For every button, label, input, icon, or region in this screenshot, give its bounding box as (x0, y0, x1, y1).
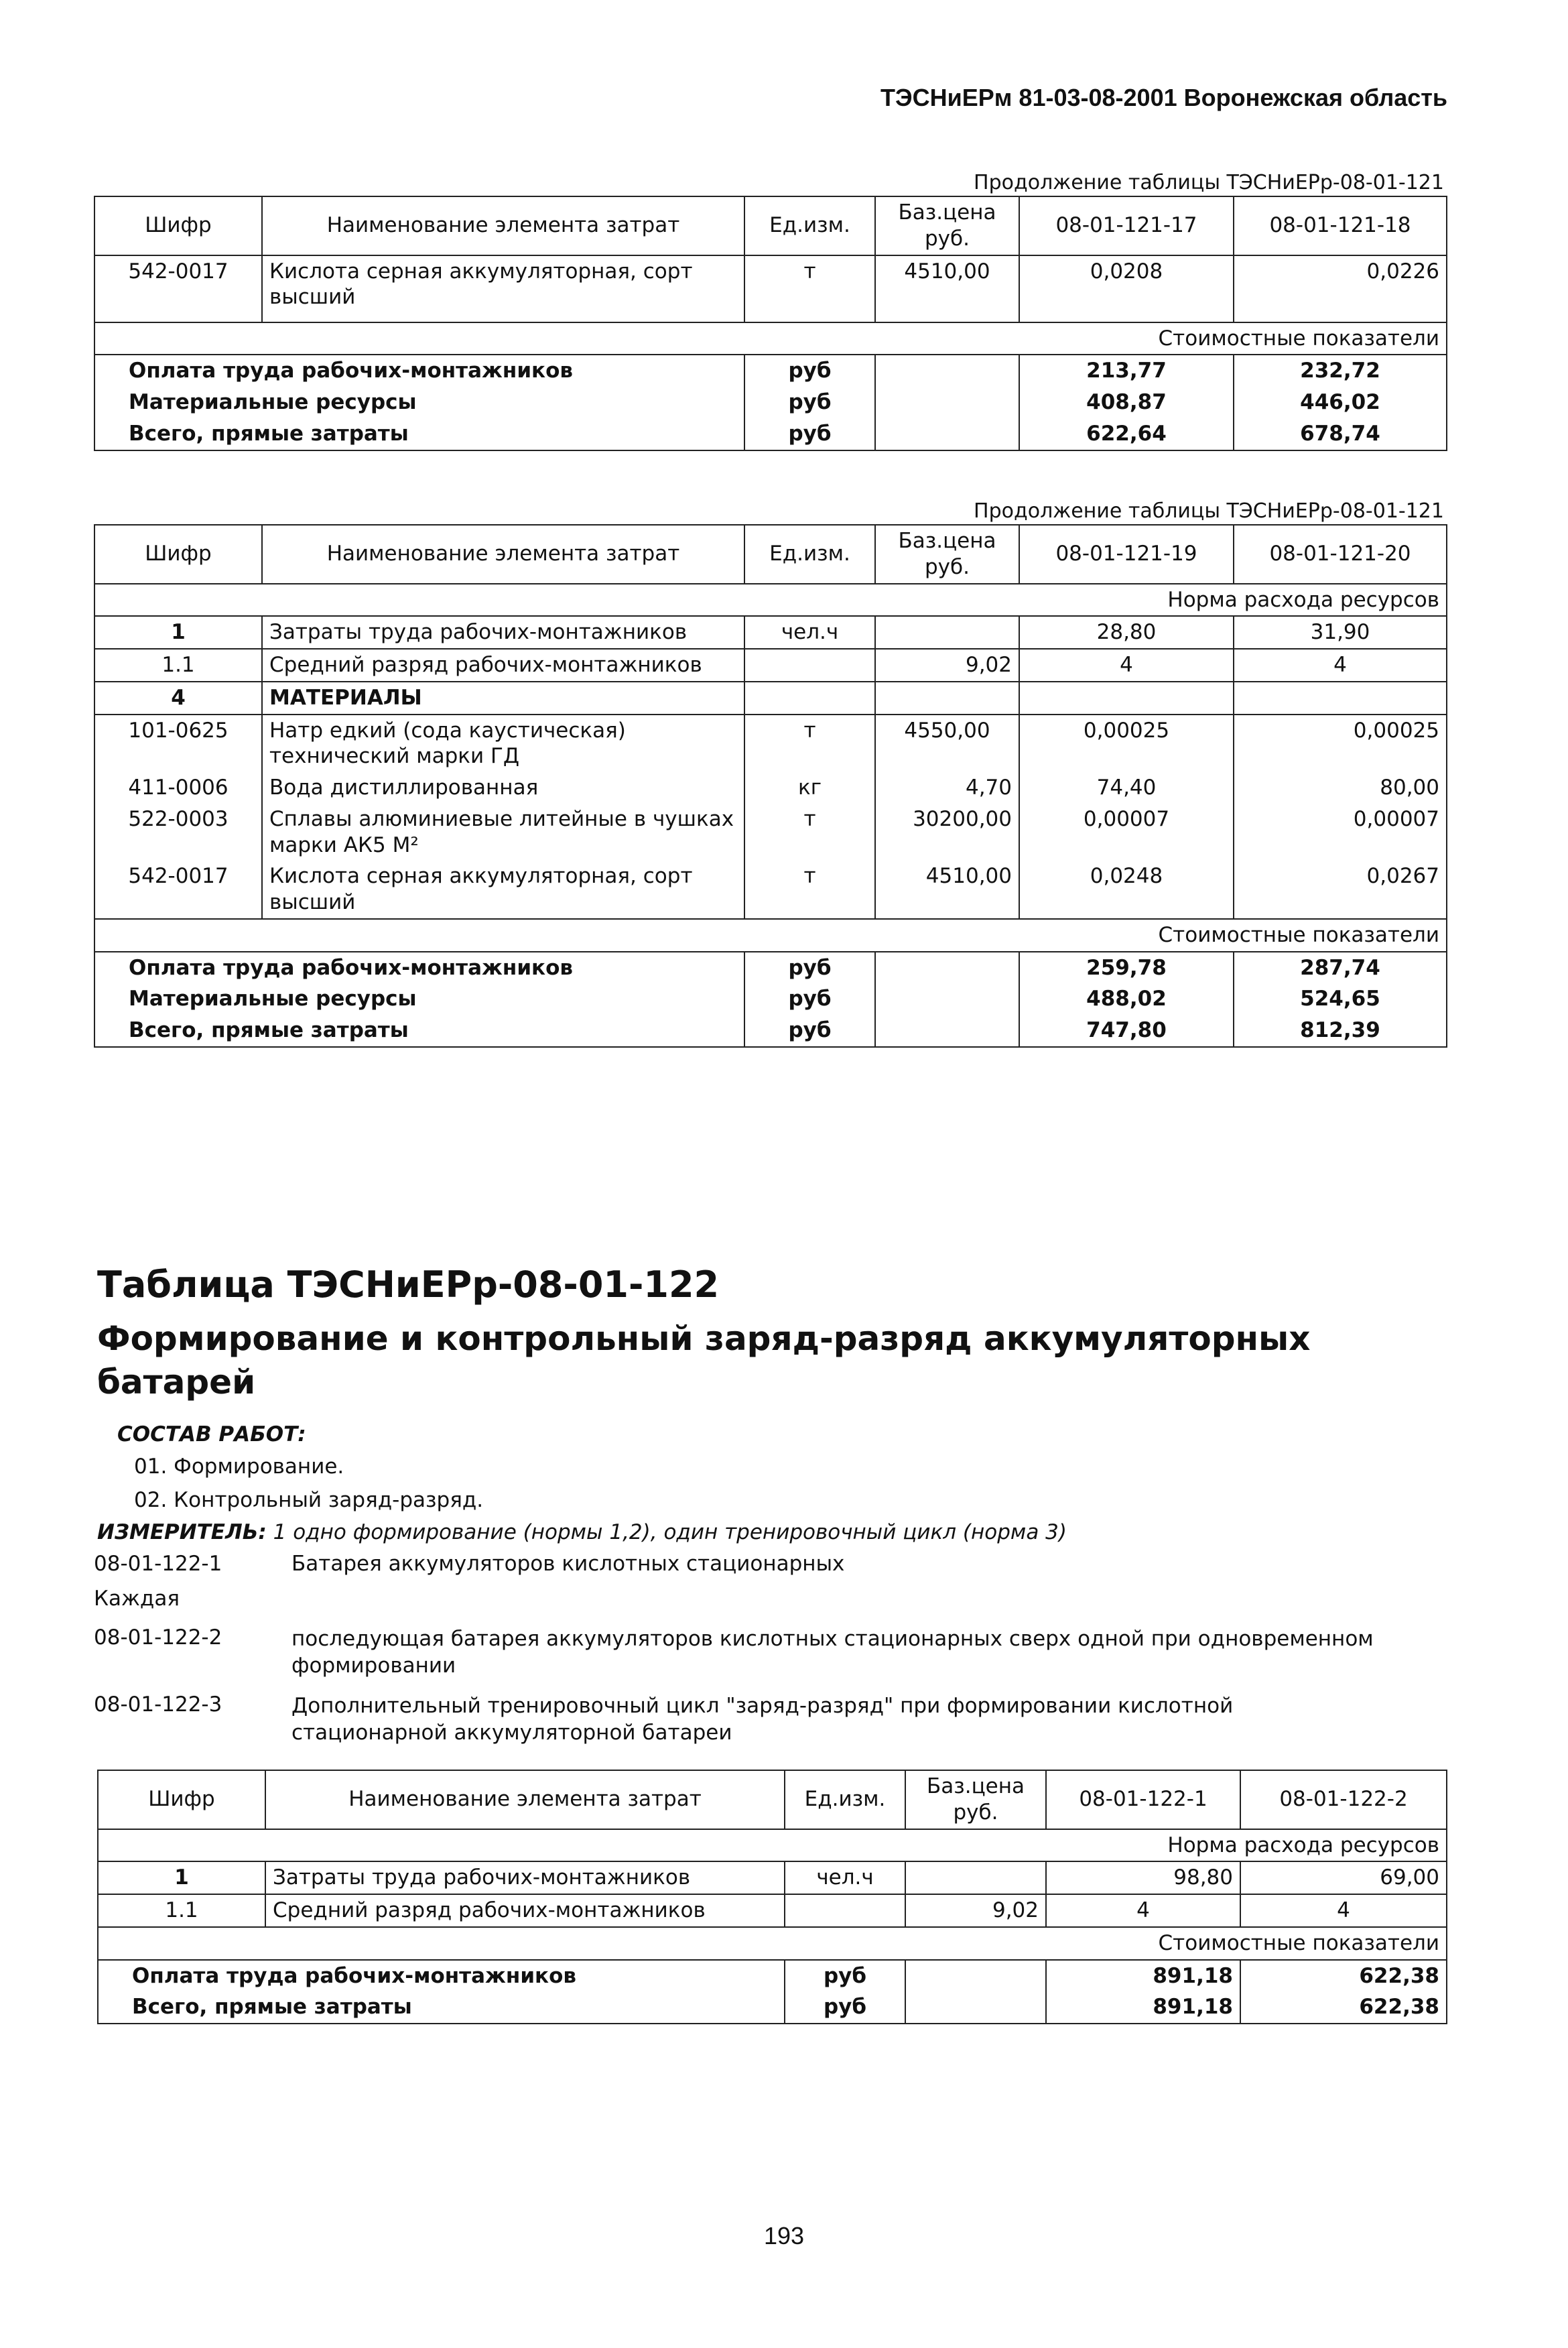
col-name: Наименование элемента затрат (262, 196, 744, 255)
works-label: СОСТАВ РАБОТ: (117, 1422, 306, 1446)
resource-table-2: Шифр Наименование элемента затрат Ед.изм. Баз.цена руб. 08-01-121-19 08-01-121-20 Норма расхода ресурсов 1 Затраты труда рабочих-монтажников чел.ч 28,80 31,90 1.1 Средний разряд рабочих-монтажников 9,02 4 4 4 МАТЕРИАЛЫ 101-0625 Натр едкий (сода каустическая) технический марки ГД т 4550,00 0,00025 0,00025 411-0006 Вода дистиллированная кг 4,70 74,40 80,00 522-0003 Сплавы алюминиевые литейные в чушках марки АК5 М² т 30200,00 0,00007 0,00007 542-0017 Кислота серная аккумуляторная, сорт высший т 4510,00 0,0248 0,0267 Стоимостные показатели Оплата труда рабочих-монтажников руб 259,78 287,74 Материальные ресурсы руб 488,02 524,65 Всего, прямые затраты руб 747,80 812,39 (94, 524, 1447, 1048)
table-row: 1 Затраты труда рабочих-монтажников чел.ч 28,80 31,90 (94, 616, 1447, 649)
total-row: Всего, прямые затраты руб 747,80 812,39 (94, 1015, 1447, 1047)
table-row: 1.1 Средний разряд рабочих-монтажников 9,02 4 4 (94, 649, 1447, 682)
item-code: 08-01-122-2 (94, 1625, 222, 1650)
work-item: 01. Формирование. (134, 1455, 344, 1479)
page-number: 193 (763, 2222, 805, 2249)
total-row: Всего, прямые затраты руб 891,18 622,38 (98, 1991, 1447, 2024)
total-row: Материальные ресурсы руб 408,87 446,02 (94, 387, 1447, 418)
table-row: 542-0017 Кислота серная аккумуляторная, сорт высший т 4510,00 0,0248 0,0267 (94, 861, 1447, 919)
norm-section-header: Норма расхода ресурсов (98, 1829, 1447, 1862)
table-row: 542-0017 Кислота серная аккумуляторная, сорт высший т 4510,00 0,0208 0,0226 (94, 255, 1447, 322)
item-text: последующая батарея аккумуляторов кислотных стационарных сверх одной при одновременном формировании (291, 1627, 1374, 1678)
col-norm-2: 08-01-121-18 (1234, 196, 1447, 255)
total-row: Оплата труда рабочих-монтажников руб 213,77 232,72 (94, 355, 1447, 387)
resource-table-3: Шифр Наименование элемента затрат Ед.изм. Баз.цена руб. 08-01-122-1 08-01-122-2 Норма расхода ресурсов 1 Затраты труда рабочих-монтажников чел.ч 98,80 69,00 1.1 Средний разряд рабочих-монтажников 9,02 4 4 Стоимостные показатели Оплата труда рабочих-монтажников руб 891,18 622,38 Всего, прямые затраты руб 891,18 622,38 (97, 1770, 1447, 2024)
table-row: 411-0006 Вода дистиллированная кг 4,70 74,40 80,00 (94, 772, 1447, 804)
item-text: Дополнительный тренировочный цикл "заряд-разряд" при формировании кислотной стационарной аккумуляторной батареи (291, 1694, 1234, 1745)
col-code: Шифр (94, 196, 262, 255)
work-item: 02. Контрольный заряд-разряд. (134, 1488, 484, 1512)
item-code: 08-01-122-1 (94, 1552, 222, 1576)
total-row: Материальные ресурсы руб 488,02 524,65 (94, 983, 1447, 1015)
table-continuation-caption: Продолжение таблицы ТЭСНиЕРр-08-01-121 (974, 171, 1444, 194)
item-text: Батарея аккумуляторов кислотных стационарных (291, 1552, 845, 1576)
item-code: 08-01-122-3 (94, 1692, 222, 1717)
cost-section-header: Стоимостные показатели (98, 1927, 1447, 1960)
col-unit: Ед.изм. (744, 196, 875, 255)
col-norm-1: 08-01-121-17 (1019, 196, 1234, 255)
table-row: 1.1 Средний разряд рабочих-монтажников 9,02 4 4 (98, 1894, 1447, 1927)
norm-section-header: Норма расхода ресурсов (94, 584, 1447, 617)
total-row: Оплата труда рабочих-монтажников руб 891,18 622,38 (98, 1960, 1447, 1992)
meter-label: ИЗМЕРИТЕЛЬ: (97, 1520, 267, 1544)
table-row: 4 МАТЕРИАЛЫ (94, 682, 1447, 715)
col-price: Баз.цена руб. (875, 196, 1019, 255)
table-row: 1 Затраты труда рабочих-монтажников чел.ч 98,80 69,00 (98, 1861, 1447, 1894)
section-title: Таблица ТЭСНиЕРр-08-01-122 (97, 1263, 720, 1306)
section-subtitle: Формирование и контрольный заряд-разряд аккумуляторных батарей (97, 1319, 1311, 1402)
table-row: 522-0003 Сплавы алюминиевые литейные в чушках марки АК5 М² т 30200,00 0,00007 0,00007 (94, 804, 1447, 861)
total-row: Всего, прямые затраты руб 622,64 678,74 (94, 418, 1447, 450)
meter-text: 1 одно формирование (нормы 1,2), один тренировочный цикл (норма 3) (273, 1520, 1067, 1544)
table-row: 101-0625 Натр едкий (сода каустическая) технический марки ГД т 4550,00 0,00025 0,00025 (94, 715, 1447, 773)
cost-section-header: Стоимостные показатели (94, 322, 1447, 355)
resource-table-1 (94, 196, 1447, 451)
meter-line (97, 1520, 1067, 1544)
item-code: Каждая (94, 1587, 180, 1611)
total-row: Оплата труда рабочих-монтажников руб 259,78 287,74 (94, 952, 1447, 984)
running-header: ТЭСНиЕРм 81-03-08-2001 Воронежская область (880, 84, 1447, 111)
cost-section-header: Стоимостные показатели (94, 919, 1447, 952)
table-continuation-caption: Продолжение таблицы ТЭСНиЕРр-08-01-121 (974, 499, 1444, 523)
